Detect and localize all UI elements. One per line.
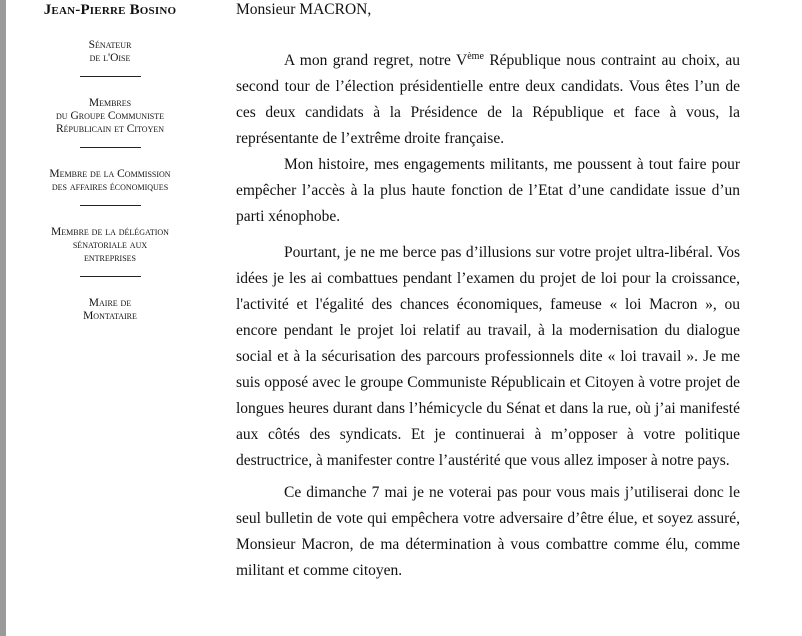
- sidebar-divider: [80, 205, 141, 206]
- sidebar-line: du Groupe Communiste: [56, 110, 164, 122]
- paragraph-1-rest: République nous contraint au choix, au second tour de l’élection présidentielle entre deux candidats. Vous êtes l’un de ces deux candidats à la Présidence de la République et face à vous, la représentante de l’extrême droite française.: [236, 52, 741, 147]
- sidebar-block-commission: [36, 168, 184, 194]
- sidebar-line: Républicain et Citoyen: [55, 123, 165, 135]
- sidebar-block-mayor: [36, 297, 184, 323]
- paragraph-1: [236, 48, 740, 152]
- sidebar-line: des affaires économiques: [51, 181, 169, 193]
- paragraph-3: Pourtant, je ne me berce pas d’illusions sur votre projet ultra-libéral. Vos idées je les ai combattues pendant l’examen du projet de loi pour la croissance, l'activité et l'égalité des chances économiques, fameuse « loi Macron », ou encore pendant le projet loi relatif au travail, à la modernisation du dialogue social et à la sécurisation des parcours professionnels dite « loi travail ». Je me suis opposé avec le groupe Communiste Républicain et Citoyen à votre projet de longues heures durant dans l’hémicycle du Sénat et dans la rue, où j’ai manifesté aux côtés des syndicats. Et je continuerai à m’opposer à votre politique destructrice, à manifester contre l’austérité que vous allez imposer à notre pays.: [236, 244, 740, 469]
- letter-body: [236, 0, 740, 584]
- sidebar-divider: [80, 76, 141, 77]
- sidebar-line: Sénateur: [88, 39, 132, 51]
- sidebar-line: Maire de: [88, 297, 132, 309]
- sidebar-divider: [80, 276, 141, 277]
- letterhead-sidebar: [36, 0, 184, 323]
- sidebar-block-group: [36, 97, 184, 136]
- page-left-edge: [0, 0, 6, 636]
- sidebar-block-senator: [36, 39, 184, 65]
- sidebar-block-delegation: [36, 226, 184, 265]
- salutation: Monsieur MACRON,: [236, 1, 372, 18]
- paragraph-4: Ce dimanche 7 mai je ne voterai pas pour vous mais j’utiliserai donc le seul bulletin de vote qui empêchera votre adversaire d’être élue, et soyez assuré, Monsieur Macron, de ma détermination à vous combattre comme élu, comme militant et comme citoyen.: [236, 484, 740, 579]
- paragraph-1-superscript: ème: [467, 50, 484, 62]
- sidebar-line: Membre de la délégation: [51, 226, 169, 238]
- paragraph-1-start: A mon grand regret, notre V: [284, 52, 468, 69]
- sidebar-line: Montataire: [83, 310, 137, 322]
- sidebar-line: entreprises: [83, 252, 136, 264]
- sidebar-line: Membres: [88, 97, 132, 109]
- sidebar-line: de l'Oise: [89, 52, 131, 64]
- sidebar-line: sénatoriale aux: [72, 239, 148, 251]
- sidebar-line: Membre de la Commission: [49, 168, 171, 180]
- paragraph-2: Mon histoire, mes engagements militants, me poussent à tout faire pour empêcher l’accès à la plus haute fonction de l’Etat d’une candidate issue d’un parti xénophobe.: [236, 156, 740, 225]
- sidebar-divider: [80, 147, 141, 148]
- sender-name: Jean-Pierre Bosino: [43, 2, 177, 18]
